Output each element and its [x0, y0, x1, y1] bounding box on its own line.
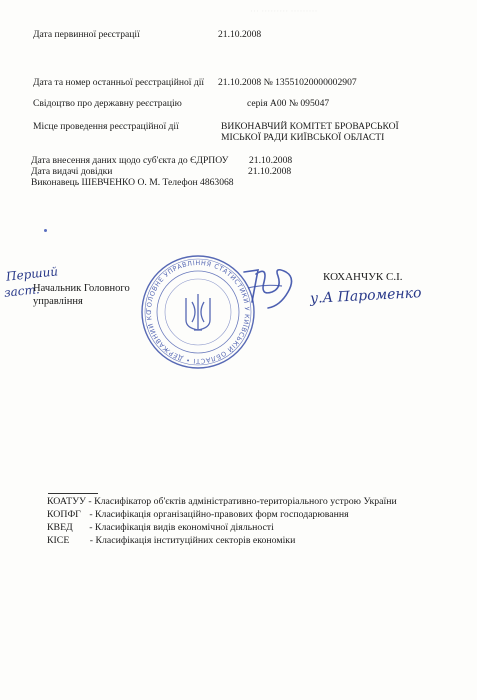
- footnote-koatuu: [47, 496, 397, 507]
- printed-name: КОХАНЧУК С.І.: [323, 271, 403, 283]
- issue-value: 21.10.2008: [248, 166, 292, 177]
- footnote-abbr: КВЕД: [47, 522, 73, 533]
- stamp-ring-text: ГОЛОВНЕ УПРАВЛІННЯ СТАТИСТИКИ У КИЇВСЬКІЙ ОБЛАСТІ • ДЕРЖАВНИЙ КО: [144, 258, 252, 366]
- signature-scribble-icon: [238, 262, 300, 312]
- svg-text:ГОЛОВНЕ УПРАВЛІННЯ СТАТИСТИКИ: [140, 254, 251, 365]
- footnote-text: - Класифікація видів економічної діяльності: [89, 522, 274, 533]
- edrpou-label: Дата внесення даних щодо суб'єкта до ЄДРПОУ: [31, 155, 229, 166]
- position-line2: управління: [33, 296, 83, 307]
- footnote-kise: [47, 535, 295, 546]
- place-label: Місце проведення реєстраційної дії: [33, 121, 179, 132]
- footnote-text: - Класифікація інституційних секторів економіки: [89, 535, 296, 546]
- footnote-abbr: КОАТУУ: [47, 496, 86, 507]
- issue-label: Дата видачі довідки: [31, 166, 113, 177]
- handwritten-note-2: заст.: [3, 282, 41, 300]
- ink-dot: [44, 229, 47, 232]
- footnote-kved: [47, 522, 274, 533]
- certificate-label: Свідоцтво про державну реєстрацію: [33, 98, 182, 109]
- footnote-kopfg: [47, 509, 349, 520]
- certificate-value: серія А00 № 095047: [247, 98, 330, 109]
- footnote-abbr: КОПФГ: [47, 509, 81, 520]
- place-value-line1: ВИКОНАВЧИЙ КОМІТЕТ БРОВАРСЬКОЇ: [221, 121, 399, 132]
- edrpou-value: 21.10.2008: [249, 155, 293, 166]
- bleed-through: ··· ········· ·········: [250, 6, 318, 16]
- footnote-text: - Класифікація організаційно-правових форм господарювання: [89, 509, 349, 520]
- place-value-line2: МІСЬКОЇ РАДИ КИЇВСЬКОЇ ОБЛАСТІ: [221, 132, 385, 143]
- first-reg-label: Дата первинної реєстрації: [33, 29, 140, 40]
- footnote-divider: [48, 493, 98, 494]
- executor-line: Виконавець ШЕВЧЕНКО О. М. Телефон 4863068: [31, 177, 234, 188]
- handwritten-note-1: Перший: [5, 264, 59, 284]
- last-reg-value: 21.10.2008 № 13551020000002907: [218, 77, 357, 88]
- last-reg-label: Дата та номер останньої реєстраційної дії: [33, 77, 205, 88]
- footnote-abbr: КІСЕ: [47, 535, 70, 546]
- position-line1: Начальник Головного: [33, 283, 130, 294]
- handwritten-name: у.А Пароменко: [309, 285, 422, 307]
- footnote-text: - Класифікатор об'єктів адміністративно-територіального устрою України: [88, 496, 397, 507]
- first-reg-value: 21.10.2008: [218, 29, 262, 40]
